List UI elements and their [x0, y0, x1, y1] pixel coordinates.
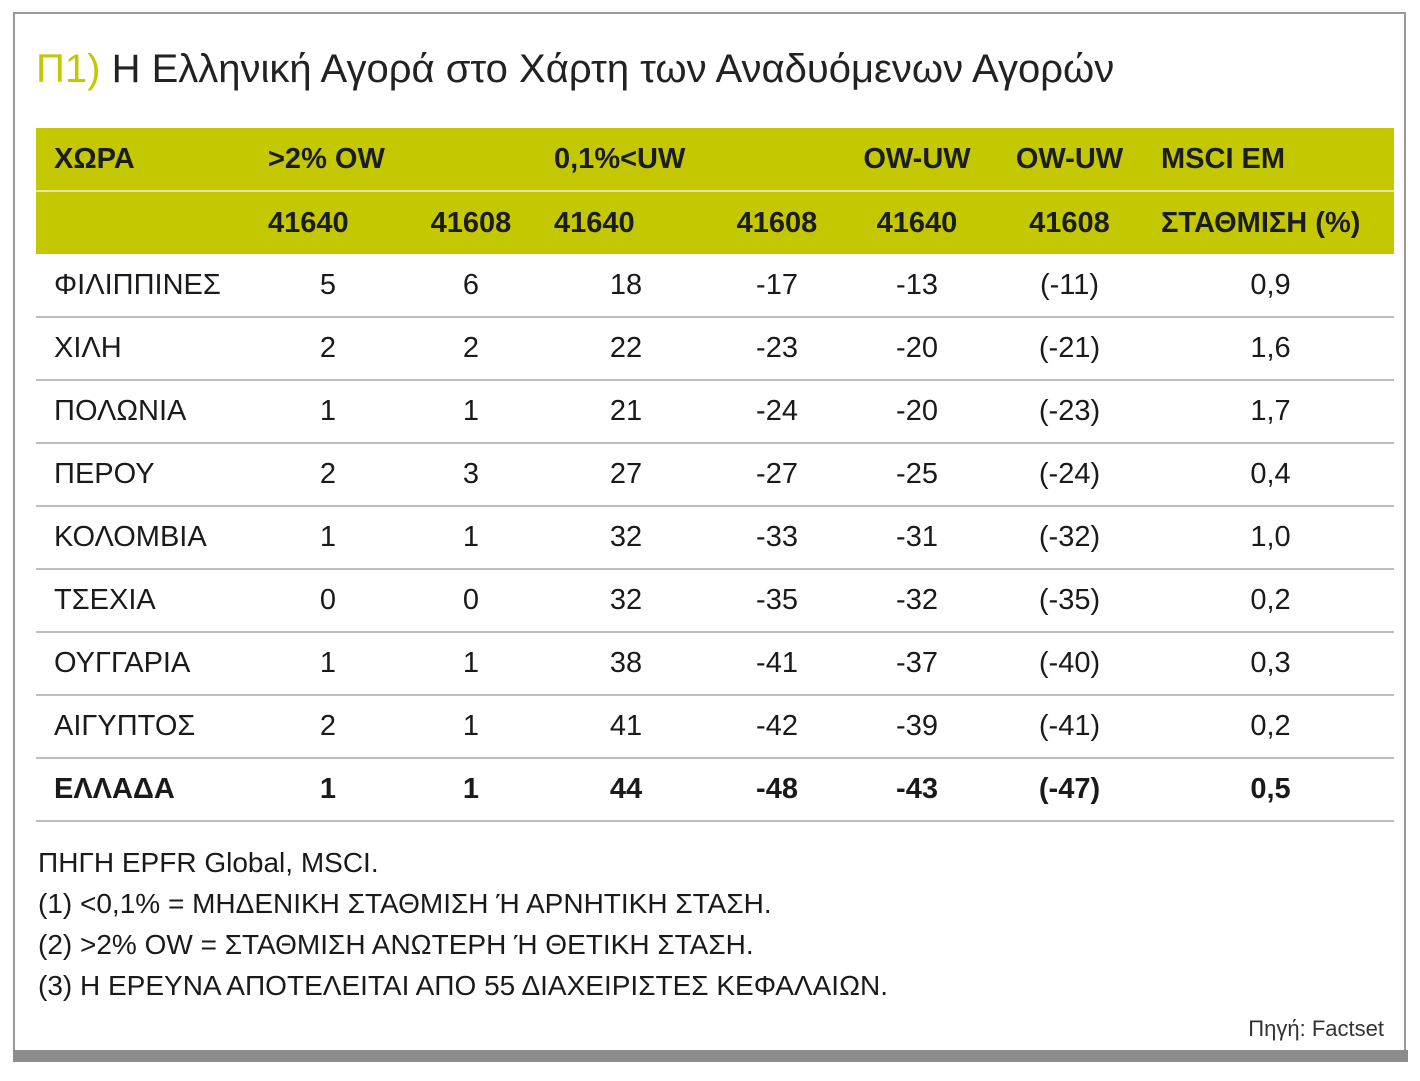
cell-owuw-b: (-47): [992, 758, 1147, 821]
header-sub-ow-b: 41608: [402, 191, 540, 254]
cell-ow-b: 1: [402, 758, 540, 821]
cell-owuw-b: (-11): [992, 254, 1147, 317]
bottom-bar: [13, 1050, 1408, 1062]
header-sub-uw-b: 41608: [712, 191, 842, 254]
table-row: [36, 380, 1394, 443]
cell-uw-b: -24: [712, 380, 842, 443]
cell-uw-a: 41: [540, 695, 712, 758]
cell-msci: 1,6: [1147, 317, 1394, 380]
cell-owuw-b: (-32): [992, 506, 1147, 569]
header-sub-msci: ΣΤΑΘΜΙΣΗ (%): [1147, 191, 1394, 254]
cell-owuw-a: -39: [842, 695, 992, 758]
cell-ow-b: 1: [402, 506, 540, 569]
cell-uw-a: 32: [540, 569, 712, 632]
title-text: Η Ελληνική Αγορά στο Χάρτη των Αναδυόμενων Αγορών: [111, 47, 1115, 91]
header-sub-ow-a: 41640: [254, 191, 402, 254]
table-row: [36, 695, 1394, 758]
cell-uw-b: -41: [712, 632, 842, 695]
cell-msci: 0,9: [1147, 254, 1394, 317]
header-blank-2: [712, 128, 842, 191]
cell-country: ΧΙΛΗ: [36, 317, 254, 380]
cell-uw-a: 32: [540, 506, 712, 569]
header-uw: 0,1%<UW: [540, 128, 712, 191]
cell-country: ΚΟΛΟΜΒΙΑ: [36, 506, 254, 569]
cell-owuw-b: (-41): [992, 695, 1147, 758]
cell-msci: 0,2: [1147, 695, 1394, 758]
cell-owuw-a: -13: [842, 254, 992, 317]
cell-uw-a: 38: [540, 632, 712, 695]
header-country: ΧΩΡΑ: [36, 128, 254, 191]
cell-uw-a: 27: [540, 443, 712, 506]
cell-country: ΤΣΕΧΙΑ: [36, 569, 254, 632]
table-row: [36, 632, 1394, 695]
cell-ow-b: 1: [402, 632, 540, 695]
cell-uw-b: -17: [712, 254, 842, 317]
cell-uw-b: -42: [712, 695, 842, 758]
cell-owuw-a: -20: [842, 317, 992, 380]
cell-msci: 0,5: [1147, 758, 1394, 821]
table-row: [36, 443, 1394, 506]
cell-uw-b: -48: [712, 758, 842, 821]
cell-country: ΠΟΛΩΝΙΑ: [36, 380, 254, 443]
cell-ow-b: 1: [402, 380, 540, 443]
cell-ow-a: 0: [254, 569, 402, 632]
cell-country: ΕΛΛΑΔΑ: [36, 758, 254, 821]
cell-ow-b: 1: [402, 695, 540, 758]
cell-country: ΠΕΡΟΥ: [36, 443, 254, 506]
cell-owuw-a: -37: [842, 632, 992, 695]
header-owuw-2: OW-UW: [992, 128, 1147, 191]
cell-uw-a: 18: [540, 254, 712, 317]
cell-msci: 1,7: [1147, 380, 1394, 443]
cell-ow-b: 6: [402, 254, 540, 317]
cell-ow-a: 2: [254, 317, 402, 380]
cell-uw-b: -35: [712, 569, 842, 632]
cell-ow-a: 5: [254, 254, 402, 317]
data-table: [36, 128, 1394, 822]
table-row: [36, 506, 1394, 569]
table-row: [36, 317, 1394, 380]
cell-ow-a: 2: [254, 695, 402, 758]
cell-ow-b: 2: [402, 317, 540, 380]
cell-country: ΦΙΛΙΠΠΙΝΕΣ: [36, 254, 254, 317]
cell-ow-a: 1: [254, 632, 402, 695]
footnote-1: (1) <0,1% = ΜΗΔΕΝΙΚΗ ΣΤΑΘΜΙΣΗ Ή ΑΡΝΗΤΙΚΗ ΣΤΑΣΗ.: [38, 888, 772, 919]
cell-owuw-b: (-21): [992, 317, 1147, 380]
footnote-source: ΠΗΓΗ EPFR Global, MSCI.: [38, 847, 379, 878]
table-row-greece: [36, 758, 1394, 821]
header-sub-country: [36, 191, 254, 254]
header-sub-owuw-a: 41640: [842, 191, 992, 254]
cell-ow-a: 1: [254, 506, 402, 569]
cell-owuw-b: (-23): [992, 380, 1147, 443]
header-sub-owuw-b: 41608: [992, 191, 1147, 254]
table-row: [36, 254, 1394, 317]
header-sub-uw-a: 41640: [540, 191, 712, 254]
table-row: [36, 569, 1394, 632]
header-ow: >2% OW: [254, 128, 402, 191]
cell-owuw-a: -25: [842, 443, 992, 506]
header-row-2: [36, 191, 1394, 254]
cell-msci: 0,2: [1147, 569, 1394, 632]
cell-owuw-a: -31: [842, 506, 992, 569]
cell-uw-a: 22: [540, 317, 712, 380]
source-credit: Πηγή: Factset: [1248, 1016, 1384, 1041]
title-prefix: Π1): [36, 47, 101, 91]
cell-owuw-b: (-35): [992, 569, 1147, 632]
cell-ow-b: 3: [402, 443, 540, 506]
header-owuw-1: OW-UW: [842, 128, 992, 191]
cell-owuw-a: -20: [842, 380, 992, 443]
figure-title: [36, 44, 1114, 94]
cell-owuw-a: -43: [842, 758, 992, 821]
cell-uw-a: 44: [540, 758, 712, 821]
footnote-2: (2) >2% OW = ΣΤΑΘΜΙΣΗ ΑΝΩΤΕΡΗ Ή ΘΕΤΙΚΗ ΣΤΑΣΗ.: [38, 929, 754, 960]
footnotes: [38, 842, 888, 1006]
cell-owuw-b: (-40): [992, 632, 1147, 695]
cell-owuw-a: -32: [842, 569, 992, 632]
cell-uw-b: -23: [712, 317, 842, 380]
cell-msci: 0,3: [1147, 632, 1394, 695]
header-msci: MSCI EM: [1147, 128, 1394, 191]
header-row-1: [36, 128, 1394, 191]
cell-msci: 0,4: [1147, 443, 1394, 506]
cell-ow-a: 2: [254, 443, 402, 506]
cell-uw-a: 21: [540, 380, 712, 443]
cell-country: ΟΥΓΓΑΡΙΑ: [36, 632, 254, 695]
cell-msci: 1,0: [1147, 506, 1394, 569]
cell-country: ΑΙΓΥΠΤΟΣ: [36, 695, 254, 758]
cell-ow-a: 1: [254, 758, 402, 821]
cell-ow-a: 1: [254, 380, 402, 443]
cell-uw-b: -27: [712, 443, 842, 506]
cell-ow-b: 0: [402, 569, 540, 632]
cell-uw-b: -33: [712, 506, 842, 569]
header-blank-1: [402, 128, 540, 191]
footnote-3: (3) Η ΕΡΕΥΝΑ ΑΠΟΤΕΛΕΙΤΑΙ ΑΠΟ 55 ΔΙΑΧΕΙΡΙΣΤΕΣ ΚΕΦΑΛΑΙΩΝ.: [38, 970, 889, 1001]
cell-owuw-b: (-24): [992, 443, 1147, 506]
